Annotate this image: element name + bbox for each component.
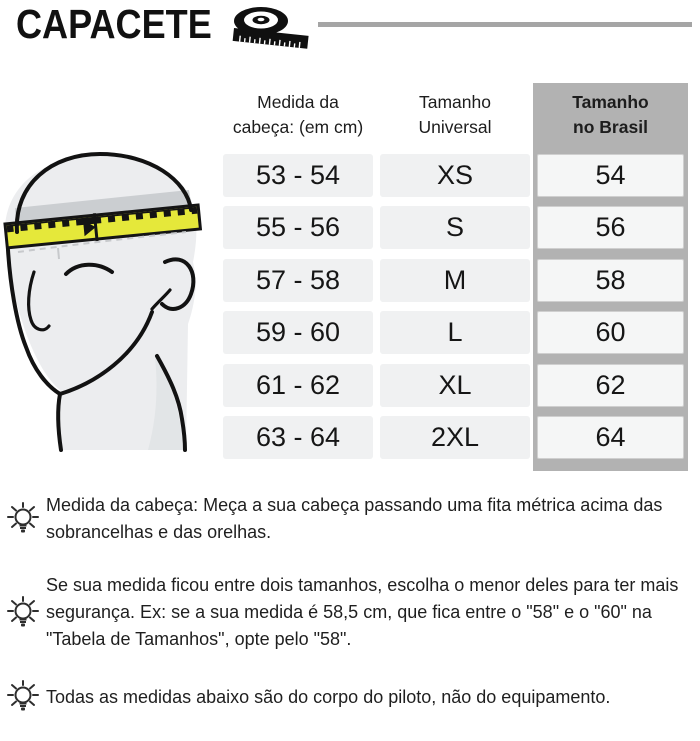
column-header-universal: Tamanho Universal [380,90,530,140]
column-header-medida: Medida da cabeça: (em cm) [223,90,373,140]
tip-between-sizes [6,572,698,653]
cell-universal-row6: 2XL [380,416,530,459]
tip-text: Se sua medida ficou entre dois tamanhos, escolha o menor deles para ter mais segurança. Ex: se a sua medida é 58,5 cm, que fica entre o "58" e o "60" na "Tabela de Tamanhos", opte pelo "58". [46,572,696,653]
lightbulb-icon [6,595,46,631]
cell-brasil-row1: 54 [537,154,684,197]
lightbulb-icon [6,501,46,537]
divider-line [318,22,692,27]
page-title: CAPACETE [16,2,212,46]
cell-brasil-row3: 58 [537,259,684,302]
cell-medida-row6: 63 - 64 [223,416,373,459]
cell-medida-row2: 55 - 56 [223,206,373,249]
tape-measure-icon [231,6,311,52]
lightbulb-icon [6,679,46,715]
cell-universal-row1: XS [380,154,530,197]
tip-text: Todas as medidas abaixo são do corpo do piloto, não do equipamento. [46,684,696,711]
cell-universal-row5: XL [380,364,530,407]
cell-brasil-row4: 60 [537,311,684,354]
column-header-brasil: Tamanho no Brasil [533,90,688,140]
cell-brasil-row2: 56 [537,206,684,249]
tip-text: Medida da cabeça: Meça a sua cabeça passando uma fita métrica acima das sobrancelhas e das orelhas. [46,492,696,546]
cell-universal-row4: L [380,311,530,354]
tip-body-measures [6,679,698,715]
cell-brasil-row5: 62 [537,364,684,407]
cell-medida-row4: 59 - 60 [223,311,373,354]
cell-medida-row1: 53 - 54 [223,154,373,197]
head-measurement-illustration [0,132,230,454]
tip-measure-head [6,492,698,546]
cell-medida-row3: 57 - 58 [223,259,373,302]
tips-section [6,492,698,741]
cell-brasil-row6: 64 [537,416,684,459]
cell-medida-row5: 61 - 62 [223,364,373,407]
cell-universal-row3: M [380,259,530,302]
cell-universal-row2: S [380,206,530,249]
